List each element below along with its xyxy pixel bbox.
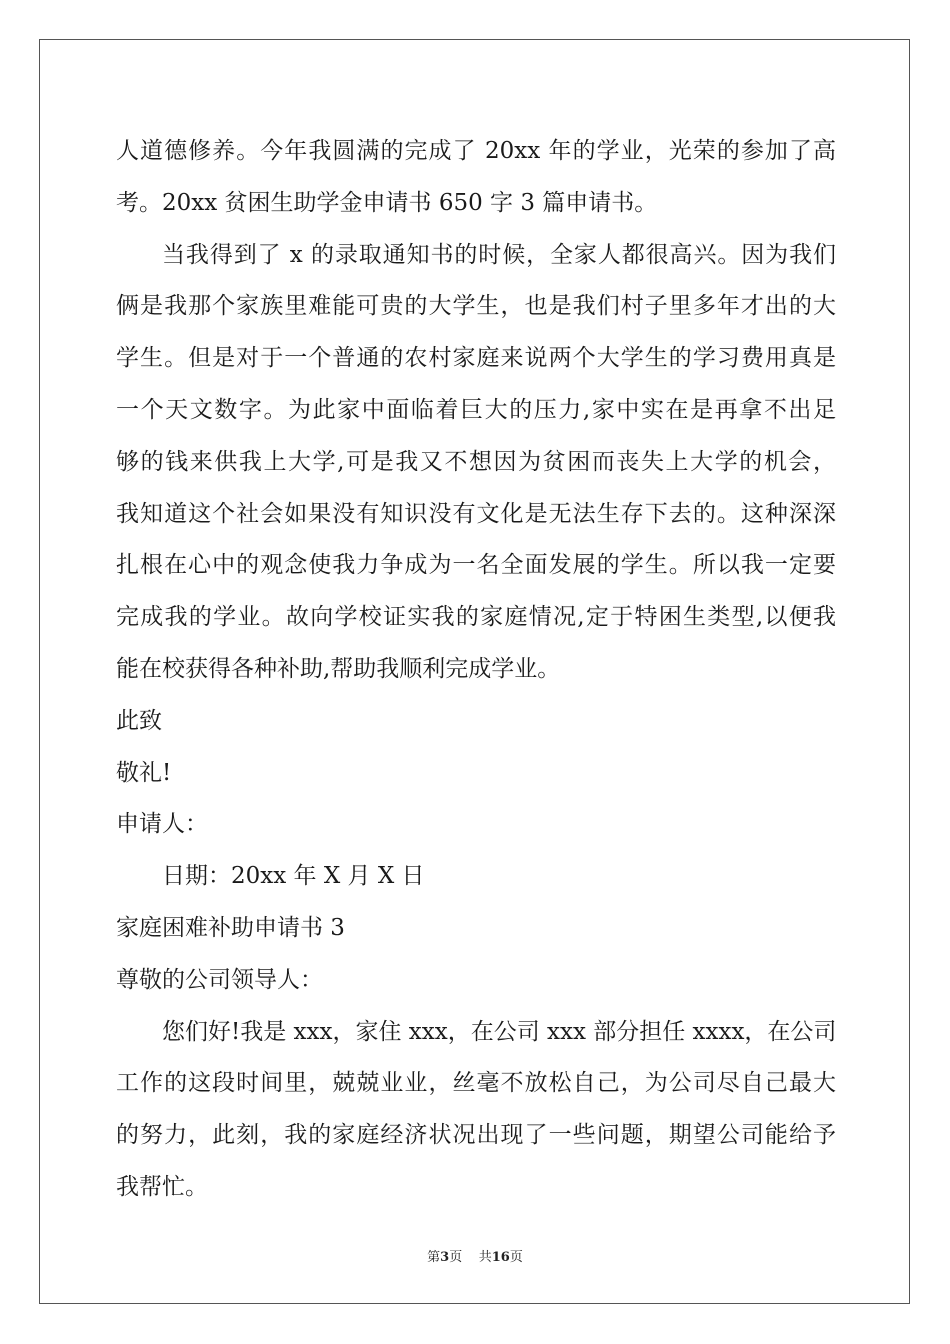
page-footer bbox=[0, 1246, 950, 1265]
closing-salutation: 此致 bbox=[116, 707, 162, 734]
section-title: 家庭困难补助申请书 3 bbox=[116, 914, 345, 941]
closing-regards: 敬礼! bbox=[116, 759, 172, 786]
text-line: 您们好!我是 xxx，家住 xxx，在公司 xxx 部分担任 xxxx，在公司 bbox=[162, 1018, 836, 1045]
text-line: 俩是我那个家族里难能可贵的大学生，也是我们村子里多年才出的大 bbox=[116, 293, 836, 320]
date-line: 日期：20xx 年 X 月 X 日 bbox=[162, 863, 425, 890]
page-prefix: 第 bbox=[427, 1250, 441, 1265]
text-line: 学生。但是对于一个普通的农村家庭来说两个大学生的学习费用真是 bbox=[116, 345, 836, 372]
greeting-line: 尊敬的公司领导人： bbox=[116, 966, 323, 993]
text-line: 工作的这段时间里，兢兢业业，丝毫不放松自己，为公司尽自己最大 bbox=[116, 1070, 836, 1097]
text-line: 一个天文数字。为此家中面临着巨大的压力,家中实在是再拿不出足 bbox=[116, 396, 836, 423]
document-body bbox=[116, 126, 836, 1214]
text-line: 人道德修养。今年我圆满的完成了 20xx 年的学业，光荣的参加了高 bbox=[116, 138, 836, 164]
text-line: 考。20xx 贫困生助学金申请书 650 字 3 篇申请书。 bbox=[116, 189, 658, 216]
text-line: 我知道这个社会如果没有知识没有文化是无法生存下去的。这种深深 bbox=[116, 500, 836, 527]
applicant-label: 申请人： bbox=[116, 811, 208, 838]
text-line: 的努力，此刻，我的家庭经济状况出现了一些问题，期望公司能给予 bbox=[116, 1122, 836, 1149]
text-line: 能在校获得各种补助,帮助我顺利完成学业。 bbox=[116, 655, 561, 682]
page-suffix: 页 bbox=[449, 1250, 463, 1265]
text-line: 完成我的学业。故向学校证实我的家庭情况,定于特困生类型,以便我 bbox=[116, 604, 836, 631]
total-prefix: 共 bbox=[478, 1250, 492, 1265]
total-pages: 16 bbox=[491, 1250, 510, 1265]
text-line: 当我得到了 x 的录取通知书的时候，全家人都很高兴。因为我们 bbox=[162, 241, 836, 268]
text-line: 我帮忙。 bbox=[116, 1173, 208, 1200]
text-line: 够的钱来供我上大学,可是我又不想因为贫困而丧失上大学的机会， bbox=[116, 448, 836, 475]
page-number: 3 bbox=[440, 1250, 450, 1265]
text-line: 扎根在心中的观念使我力争成为一名全面发展的学生。所以我一定要 bbox=[116, 552, 836, 579]
total-suffix: 页 bbox=[509, 1250, 523, 1265]
